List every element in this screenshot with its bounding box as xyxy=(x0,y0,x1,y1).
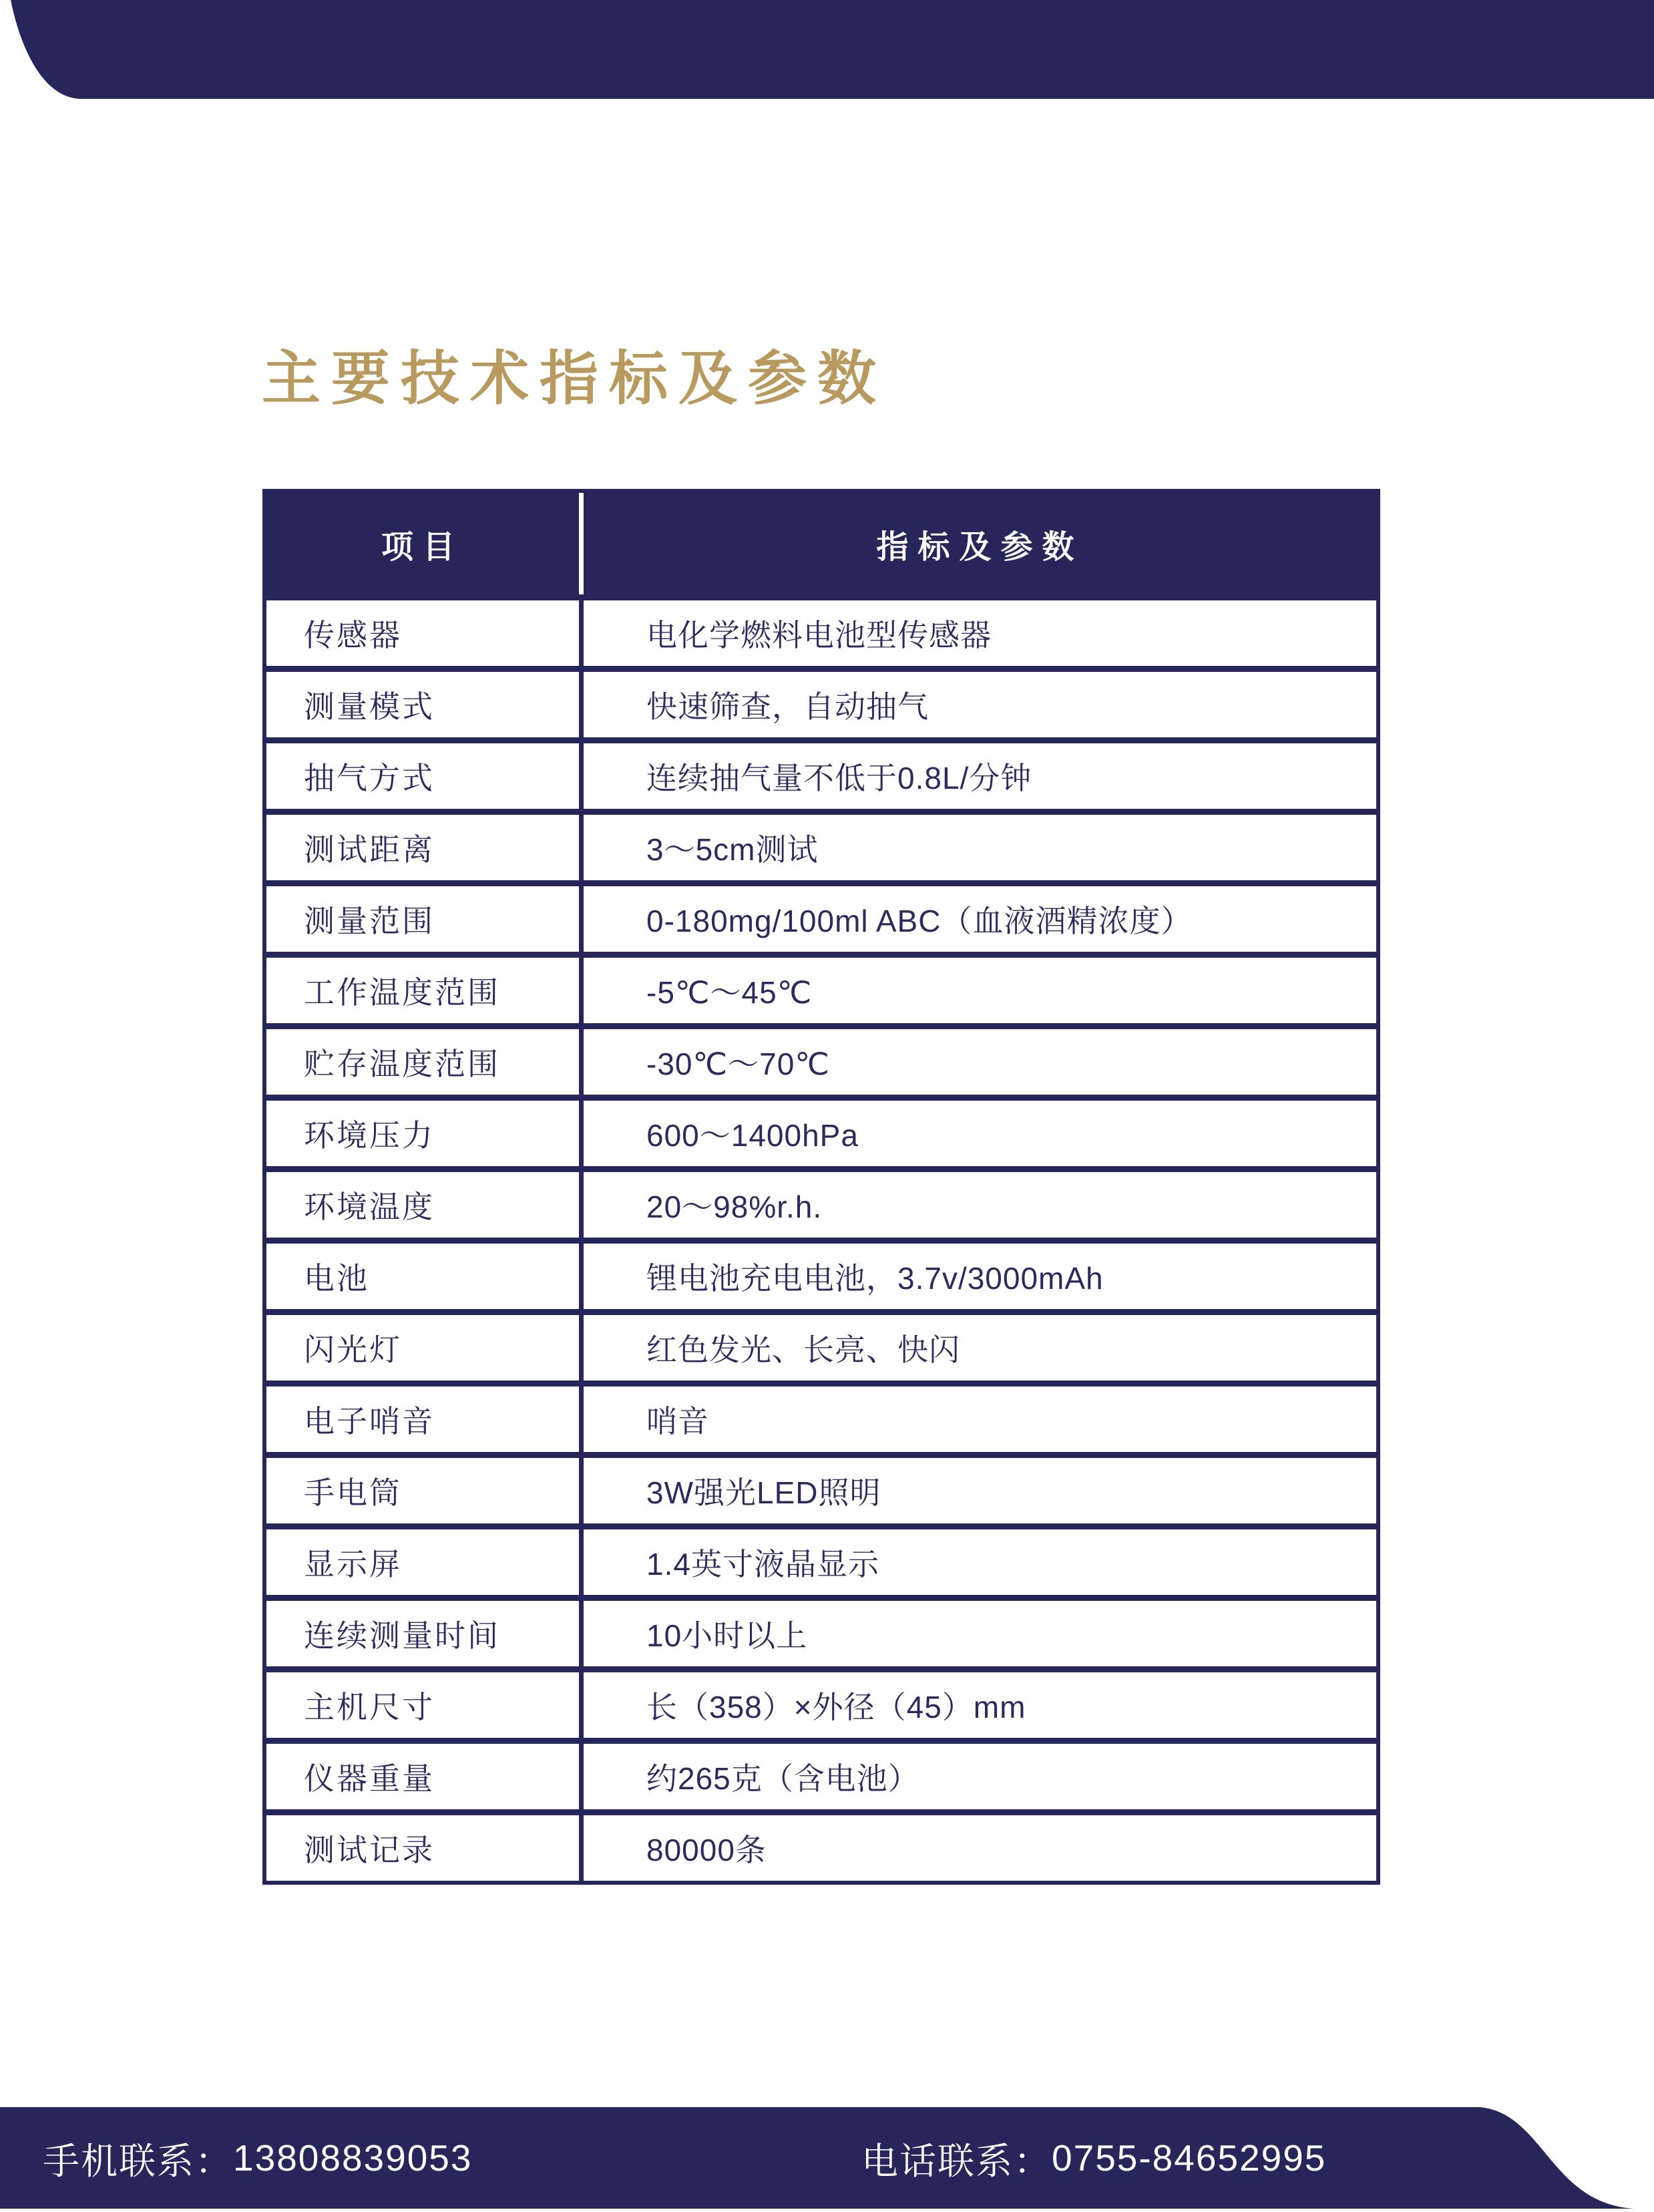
row-value: 20～98%r.h. xyxy=(646,1189,823,1224)
row-item-label: 贮存温度范围 xyxy=(266,1029,584,1095)
row-item-label: 工作温度范围 xyxy=(266,958,584,1023)
row-value: 锂电池充电电池，3.7v/3000mAh xyxy=(646,1261,1104,1296)
row-item-label: 测量模式 xyxy=(266,672,584,737)
row-item-label: 测试记录 xyxy=(266,1815,584,1881)
spec-table-body xyxy=(266,594,1376,1881)
table-row xyxy=(266,1738,1376,1809)
table-row xyxy=(266,880,1376,952)
row-value: 长（358）×外径（45）mm xyxy=(646,1690,1026,1724)
top-band-shape xyxy=(0,0,1654,99)
row-value: 10小时以上 xyxy=(646,1618,808,1653)
phone-contact xyxy=(861,2107,1326,2209)
row-value: 连续抽气量不低于0.8L/分钟 xyxy=(646,761,1032,795)
row-value: 3～5cm测试 xyxy=(646,832,819,867)
row-value: 快速筛查，自动抽气 xyxy=(646,689,929,724)
row-item-label: 测量范围 xyxy=(266,886,584,952)
mobile-contact xyxy=(43,2107,473,2209)
table-row xyxy=(266,1166,1376,1238)
table-row xyxy=(266,1809,1376,1881)
row-value: -5℃～45℃ xyxy=(646,975,813,1010)
table-row xyxy=(266,809,1376,880)
row-item-label: 主机尺寸 xyxy=(266,1672,584,1738)
table-row xyxy=(266,737,1376,809)
spec-table-header-row xyxy=(266,493,1376,594)
phone-contact-number: 0755-84652995 xyxy=(1052,2137,1327,2179)
mobile-contact-number: 13808839053 xyxy=(233,2137,473,2179)
row-value: 0-180mg/100ml ABC（血液酒精浓度） xyxy=(646,904,1193,938)
column-header-item: 项目 xyxy=(266,493,584,594)
row-item-label: 显示屏 xyxy=(266,1529,584,1595)
table-row xyxy=(266,1380,1376,1452)
table-row xyxy=(266,1666,1376,1738)
table-row xyxy=(266,594,1376,666)
top-banner-band xyxy=(0,0,1654,99)
row-value: 1.4英寸液晶显示 xyxy=(646,1547,879,1582)
row-item-label: 环境温度 xyxy=(266,1172,584,1238)
row-value: 80000条 xyxy=(646,1833,767,1867)
row-value: -30℃～70℃ xyxy=(646,1047,830,1081)
row-value: 电化学燃料电池型传感器 xyxy=(646,618,992,653)
table-row xyxy=(266,1523,1376,1595)
row-value: 600～1400hPa xyxy=(646,1118,859,1153)
row-item-label: 仪器重量 xyxy=(266,1744,584,1809)
page-title: 主要技术指标及参数 xyxy=(262,345,887,411)
row-value: 红色发光、长亮、快闪 xyxy=(646,1332,960,1367)
table-row xyxy=(266,1238,1376,1309)
row-item-label: 测试距离 xyxy=(266,815,584,880)
table-row xyxy=(266,666,1376,737)
spec-table xyxy=(262,489,1380,1885)
row-value: 约265克（含电池） xyxy=(646,1761,919,1796)
row-value: 哨音 xyxy=(646,1404,709,1439)
row-item-label: 电池 xyxy=(266,1244,584,1309)
row-item-label: 连续测量时间 xyxy=(266,1601,584,1666)
row-value: 3W强光LED照明 xyxy=(646,1475,881,1510)
row-item-label: 环境压力 xyxy=(266,1101,584,1166)
table-row xyxy=(266,1452,1376,1523)
table-row xyxy=(266,952,1376,1023)
table-row xyxy=(266,1023,1376,1095)
row-item-label: 手电筒 xyxy=(266,1458,584,1523)
row-item-label: 电子哨音 xyxy=(266,1387,584,1452)
table-row xyxy=(266,1309,1376,1380)
row-item-label: 传感器 xyxy=(266,600,584,666)
mobile-contact-label: 手机联系： xyxy=(43,2140,234,2182)
column-header-spec: 指标及参数 xyxy=(876,529,1084,565)
table-row xyxy=(266,1095,1376,1166)
row-item-label: 闪光灯 xyxy=(266,1315,584,1380)
phone-contact-label: 电话联系： xyxy=(861,2140,1052,2182)
row-item-label: 抽气方式 xyxy=(266,743,584,809)
table-row xyxy=(266,1595,1376,1666)
